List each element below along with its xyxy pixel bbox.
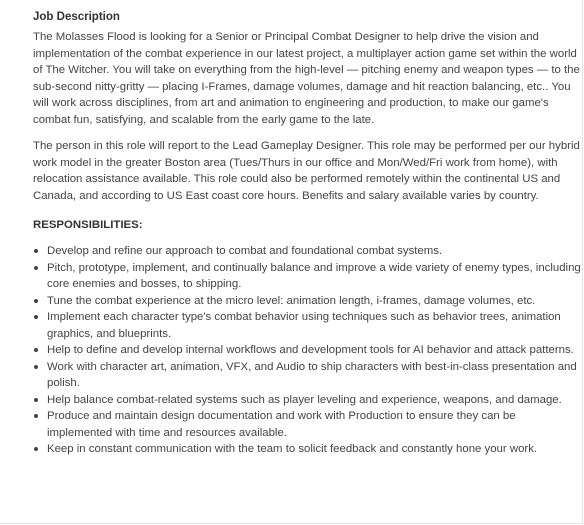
bullet-icon [34, 365, 38, 369]
bullet-icon [34, 398, 38, 402]
responsibilities-list [33, 243, 581, 458]
list-item-text: Produce and maintain design documentation and work with Production to ensure they can be implemented with time and resources available. [47, 410, 516, 439]
list-item [33, 260, 581, 293]
list-item [33, 408, 581, 441]
list-item-text: Develop and refine our approach to combat and foundational combat systems. [47, 245, 443, 257]
bullet-icon [34, 299, 38, 303]
list-item [33, 441, 581, 458]
list-item [33, 342, 581, 359]
job-description-heading: Job Description [33, 11, 120, 23]
description-paragraph-2: The person in this role will report to the Lead Gameplay Designer. This role may be performed per our hybrid work model in the greater Boston area (Tues/Thurs in our office and Mon/Wed/Fri work from home), with relocation assistance available. This role could also be performed remotely within the continental US and Canada, and according to US East coast core hours. Benefits and salary available varies by country. [33, 140, 580, 202]
list-item-text: Help balance combat-related systems such as player leveling and experience, weapons, and damage. [47, 393, 562, 406]
list-item [33, 243, 581, 260]
bullet-icon [34, 447, 38, 451]
list-item-text: Work with character art, animation, VFX, and Audio to ship characters with best-in-class presentation and polish. [47, 360, 577, 389]
list-item-text: Implement each character type's combat behavior using techniques such as behavior trees, animation graphics, and blueprints. [47, 311, 561, 340]
list-item [33, 293, 581, 310]
bullet-icon [34, 315, 38, 319]
list-item-text: Tune the combat experience at the micro level: animation length, i-frames, damage volumes, etc. [47, 294, 536, 307]
job-description-section [33, 9, 581, 458]
bullet-icon [34, 348, 38, 352]
description-paragraph-1: The Molasses Flood is looking for a Senior or Principal Combat Designer to help drive the vision and implementation of the combat experience in our latest project, a multiplayer action game set within the world of The Witcher. You will take on everything from the high-level — pitching enemy and weapon types — to the sub-second nitty-gritty — placing I-Frames, damage volumes, damage and hit reaction balancing, etc.. You will work across disciplines, from art and animation to engineering and production, to make our game's combat fun, satisfying, and scalable from the early game to the late. [33, 31, 580, 126]
responsibilities-heading: RESPONSIBILITIES: [33, 219, 143, 231]
list-item [33, 392, 581, 409]
list-item [33, 309, 581, 342]
list-item-text: Keep in constant communication with the team to solicit feedback and constantly hone your work. [47, 443, 538, 455]
bullet-icon [34, 414, 38, 418]
bullet-icon [34, 249, 38, 253]
list-item [33, 359, 581, 392]
list-item-text: Pitch, prototype, implement, and continually balance and improve a wide variety of enemy types, including core enemies and bosses, to shipping. [47, 261, 581, 290]
list-item-text: Help to define and develop internal workflows and development tools for AI behavior and attack patterns. [47, 344, 574, 356]
bullet-icon [34, 266, 38, 270]
